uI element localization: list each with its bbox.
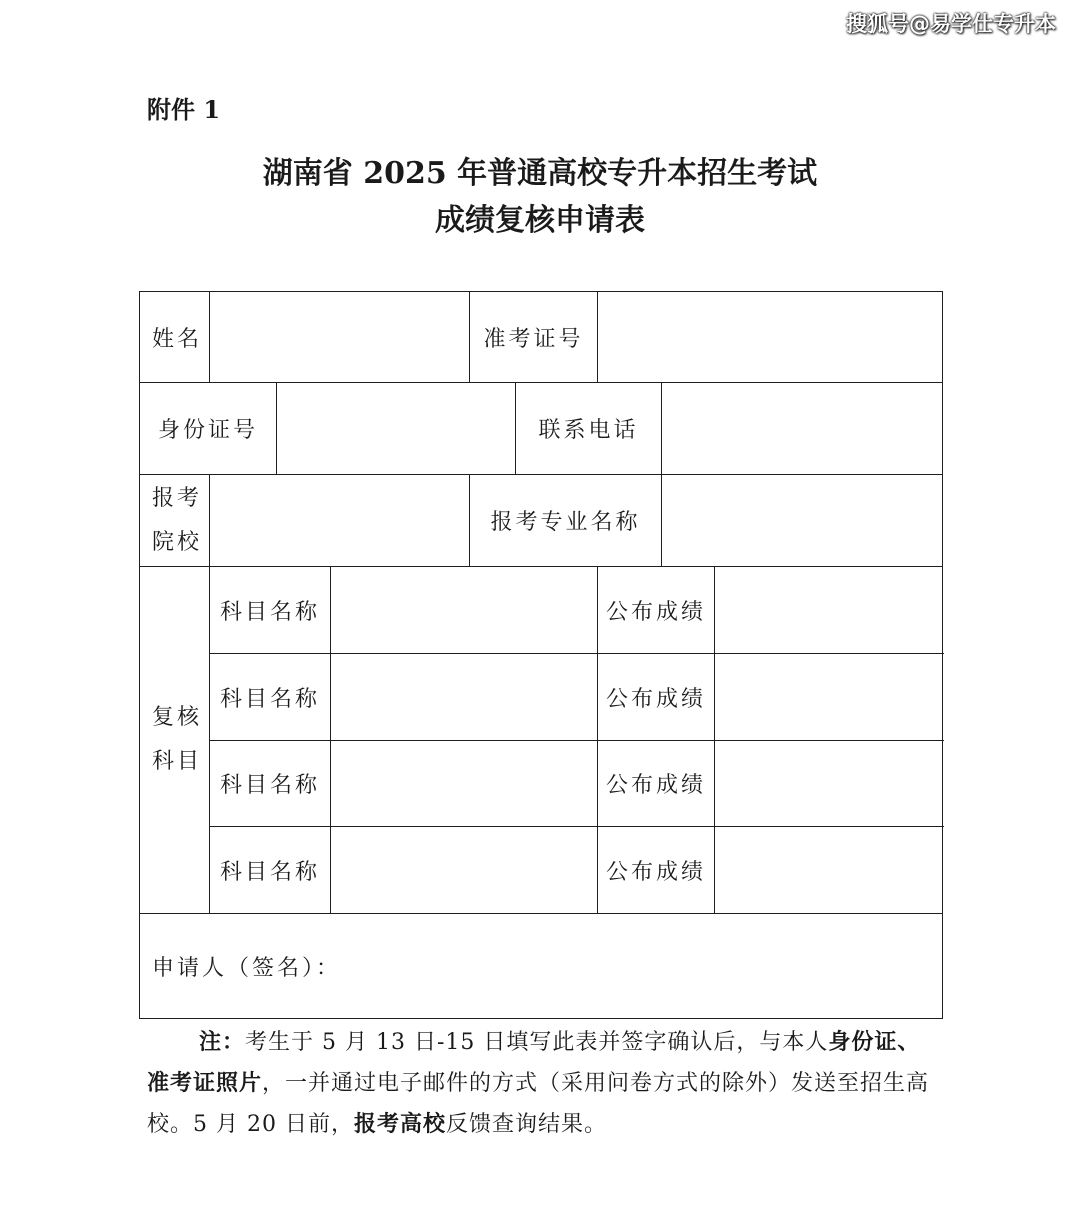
phone-label: 联系电话	[516, 383, 662, 475]
signature-label: 申请人（签名）：	[152, 955, 342, 981]
published-score-field[interactable]	[715, 567, 943, 654]
major-field[interactable]	[662, 475, 943, 567]
major-label: 报考专业名称	[470, 475, 662, 567]
note-bold-id-card: 身份证、	[828, 1029, 921, 1055]
subject-name-field[interactable]	[331, 654, 598, 741]
published-score-label: 公布成绩	[598, 741, 715, 827]
form-title: 湖南省 2025 年普通高校专升本招生考试	[262, 156, 818, 191]
subject-name-field[interactable]	[331, 827, 598, 914]
subject-name-field[interactable]	[331, 567, 598, 654]
name-label: 姓名	[140, 292, 210, 383]
note-bold-ticket-photo: 准考证照片	[147, 1070, 263, 1096]
note-paragraph	[147, 1022, 942, 1145]
school-field[interactable]	[210, 475, 470, 567]
review-application-table	[139, 291, 943, 1019]
subject-name-label: 科目名称	[210, 567, 331, 654]
subject-name-field[interactable]	[331, 741, 598, 827]
subject-row	[140, 567, 943, 654]
review-label-line1: 复核	[152, 705, 203, 730]
phone-field[interactable]	[662, 383, 943, 475]
published-score-label: 公布成绩	[598, 567, 715, 654]
id-number-field[interactable]	[277, 383, 516, 475]
row-school	[140, 475, 943, 567]
note-text-1: 考生于 5 月 13 日-15 日填写此表并签字确认后，与本人	[245, 1030, 829, 1055]
note-text-3: 反馈查询结果。	[446, 1112, 608, 1137]
published-score-field[interactable]	[715, 654, 943, 741]
review-subjects-label	[140, 567, 210, 914]
subject-row	[140, 827, 943, 914]
published-score-label: 公布成绩	[598, 827, 715, 914]
id-number-label: 身份证号	[140, 383, 277, 475]
review-label-line2: 科目	[152, 749, 203, 774]
note-text-2: ，一并通过电子邮件的方式（采用问卷方式的除外）发送至招生高校。5 月 20 日前，	[147, 1071, 930, 1137]
school-label-line1: 报考	[152, 485, 203, 511]
school-label	[140, 475, 210, 567]
subject-name-label: 科目名称	[210, 741, 331, 827]
row-name	[140, 292, 943, 383]
row-id	[140, 383, 943, 475]
form-subtitle: 成绩复核申请表	[435, 203, 645, 238]
row-signature	[140, 914, 943, 1019]
subject-row	[140, 741, 943, 827]
subject-name-label: 科目名称	[210, 654, 331, 741]
subject-name-label: 科目名称	[210, 827, 331, 914]
school-label-line2: 院校	[152, 529, 203, 555]
attachment-label: 附件 1	[147, 95, 221, 124]
watermark: 搜狐号@易学仕专升本	[846, 12, 1056, 36]
ticket-number-field[interactable]	[598, 292, 943, 383]
ticket-number-label: 准考证号	[470, 292, 598, 383]
note-bold-school: 报考高校	[353, 1111, 446, 1137]
signature-field[interactable]	[140, 914, 943, 1019]
published-score-field[interactable]	[715, 741, 943, 827]
published-score-field[interactable]	[715, 827, 943, 914]
published-score-label: 公布成绩	[598, 654, 715, 741]
name-field[interactable]	[210, 292, 470, 383]
subject-row	[140, 654, 943, 741]
note-lead: 注：	[199, 1029, 246, 1055]
